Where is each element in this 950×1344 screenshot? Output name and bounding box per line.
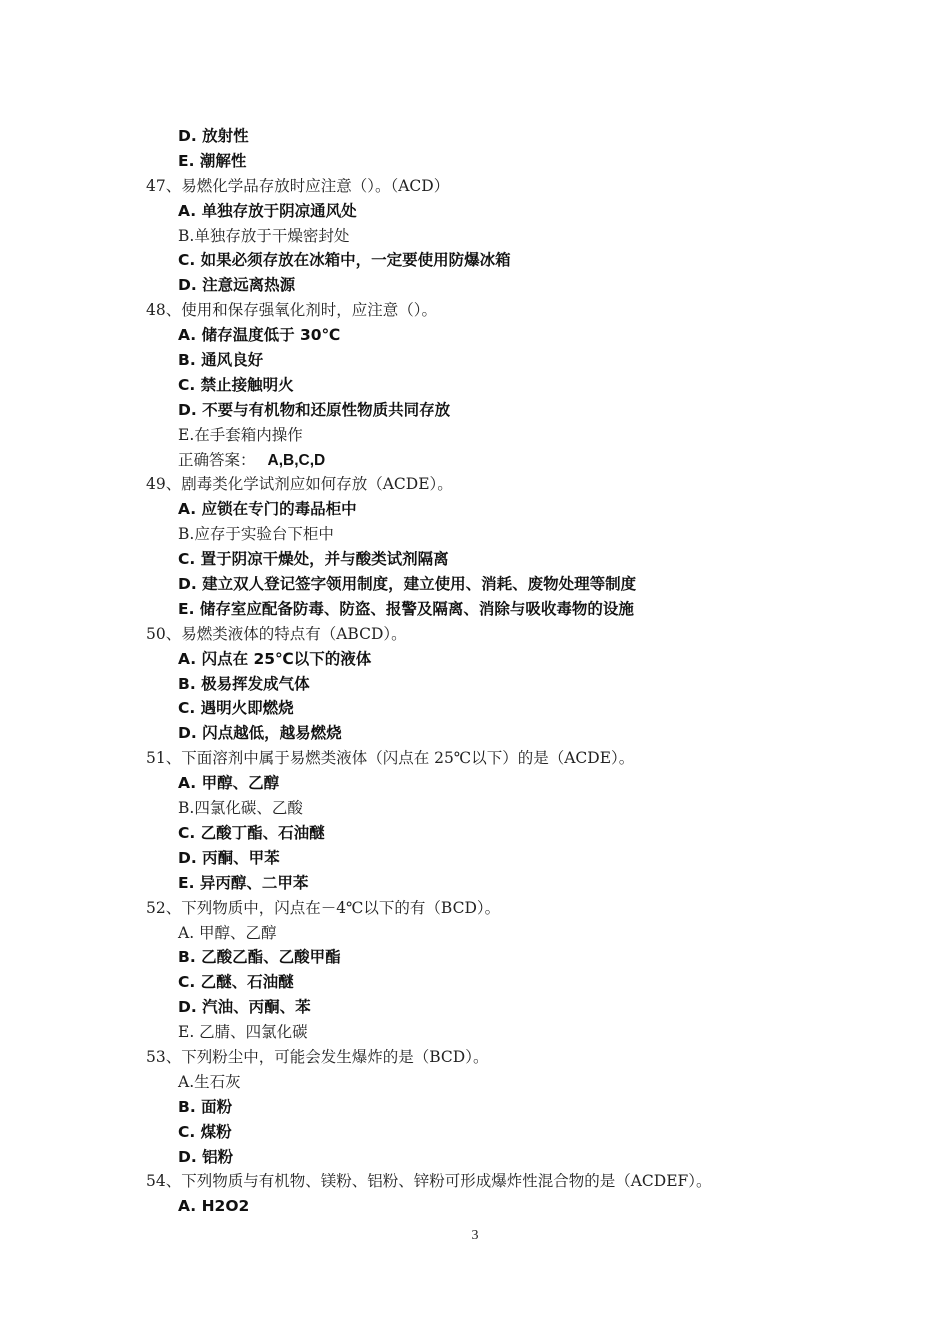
option-text [0,647,950,672]
option-text [0,1070,950,1095]
option-label: D. 铝粉 [178,1147,234,1166]
option-text [0,373,950,398]
question-label: 47、易燃化学品存放时应注意（）。（ACD） [146,176,450,195]
option-label: B.应存于实验台下柜中 [178,525,334,544]
option-text [0,1120,950,1145]
question-text [0,622,950,647]
option-label: D. 汽油、丙酮、苯 [178,998,311,1017]
option-text [0,423,950,448]
option-label: C. 置于阴凉干燥处，并与酸类试剂隔离 [178,550,449,569]
option-label: B. 面粉 [178,1097,233,1116]
option-text [0,1020,950,1045]
option-label: A.生石灰 [178,1072,241,1091]
page-number: 3 [471,1228,479,1243]
option-text [0,224,950,249]
option-text [0,672,950,697]
option-label: B. 通风良好 [178,351,264,370]
option-label: C. 禁止接触明火 [178,375,294,394]
option-text [0,497,950,522]
option-label: B. 乙酸乙酯、乙酸甲酯 [178,948,341,967]
question-label: 54、下列物质与有机物、镁粉、铝粉、锌粉可形成爆炸性混合物的是（ACDEF）。 [146,1172,712,1191]
question-text [0,1169,950,1194]
option-text [0,945,950,970]
option-label: B. 极易挥发成气体 [178,674,310,693]
option-label: D. 放射性 [178,127,249,145]
option-text [0,970,950,995]
option-text [0,1145,950,1170]
question-text [0,1045,950,1070]
option-text [0,273,950,298]
option-label: A. 储存温度低于 30℃ [178,326,341,345]
option-label: A. 应锁在专门的毒品柜中 [178,500,357,519]
option-text [0,796,950,821]
option-text [0,995,950,1020]
option-text [0,771,950,796]
option-label: C. 如果必须存放在冰箱中，一定要使用防爆冰箱 [178,251,511,270]
question-label: 48、使用和保存强氧化剂时，应注意（）。 [146,301,437,320]
option-label: A. 甲醇、乙醇 [178,774,280,793]
option-text [0,1194,950,1219]
option-text [0,721,950,746]
option-label: A. 单独存放于阴凉通风处 [178,201,357,220]
option-text [0,696,950,721]
option-label: B.单独存放于干燥密封处 [178,226,350,245]
option-text [0,348,950,373]
option-label: E. 储存室应配备防毒、防盗、报警及隔离、消除与吸收毒物的设施 [178,599,634,618]
option-text [0,846,950,871]
option-text [0,597,950,622]
option-label: D. 丙酮、甲苯 [178,848,280,867]
question-text [0,746,950,771]
option-label: D. 建立双人登记签字领用制度，建立使用、消耗、废物处理等制度 [178,575,637,594]
option-text [0,821,950,846]
option-text [0,1095,950,1120]
option-label: E.在手套箱内操作 [178,425,303,444]
question-text [0,298,950,323]
option-label: A. 闪点在 25℃以下的液体 [178,649,372,668]
option-label: A. 甲醇、乙醇 [178,923,277,942]
option-label: C. 乙醚、石油醚 [178,973,294,992]
option-text [0,572,950,597]
option-label: D. 不要与有机物和还原性物质共同存放 [178,400,451,419]
question-label: 49、剧毒类化学试剂应如何存放（ACDE）。 [146,475,453,494]
question-text [0,896,950,921]
answer-label: 正确答案： [178,450,256,469]
correct-answer-line [0,448,950,473]
question-label: 51、下面溶剂中属于易燃类液体（闪点在 25℃以下）的是（ACDE）。 [146,749,635,768]
document-page [0,124,950,1219]
question-label: 50、易燃类液体的特点有（ABCD）。 [146,624,407,643]
option-label: E. 潮解性 [178,151,247,170]
option-text [0,323,950,348]
option-text [0,124,950,149]
option-label: D. 注意远离热源 [178,276,296,295]
question-text [0,174,950,199]
option-text [0,149,950,174]
option-text [0,921,950,946]
option-text [0,871,950,896]
option-label: C. 煤粉 [178,1122,232,1141]
question-text [0,472,950,497]
option-label: D. 闪点越低，越易燃烧 [178,724,342,743]
option-label: C. 乙酸丁酯、石油醚 [178,823,325,842]
option-label: B.四氯化碳、乙酸 [178,799,303,818]
option-label: A. H2O2 [178,1197,250,1216]
option-text [0,398,950,423]
option-label: E. 异丙醇、二甲苯 [178,873,309,892]
question-label: 53、下列粉尘中，可能会发生爆炸的是（BCD）。 [146,1047,489,1066]
question-label: 52、下列物质中，闪点在－4℃以下的有（BCD）。 [146,898,501,917]
option-text [0,199,950,224]
option-text [0,547,950,572]
option-text [0,248,950,273]
answer-value: A,B,C,D [267,451,326,469]
option-text [0,522,950,547]
option-label: C. 遇明火即燃烧 [178,699,294,718]
option-label: E. 乙腈、四氯化碳 [178,1023,308,1042]
